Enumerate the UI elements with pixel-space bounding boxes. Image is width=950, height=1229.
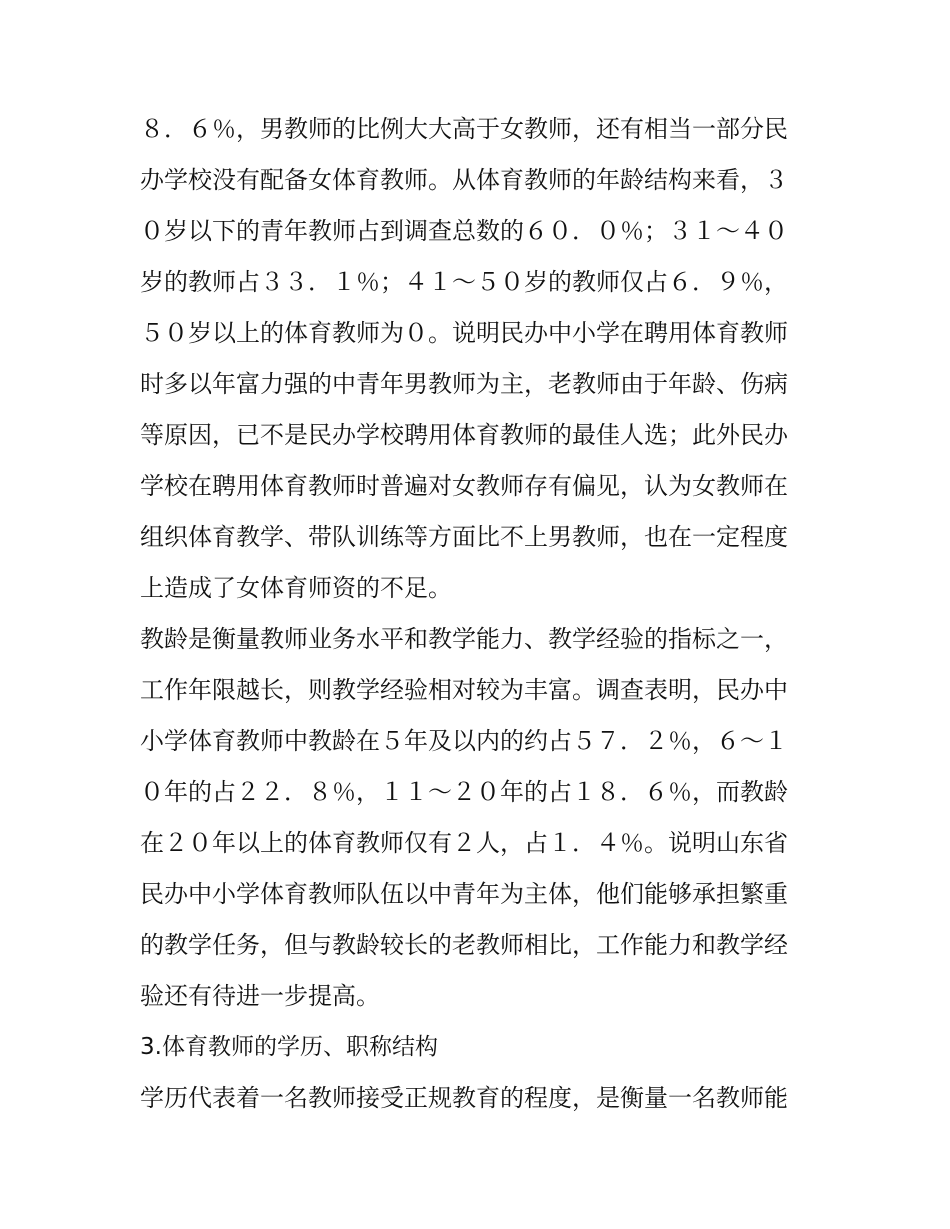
text-line: 组织体育教学、带队训练等方面比不上男教师，也在一定程度 xyxy=(140,523,788,551)
text-line: ０岁以下的青年教师占到调查总数的６０．０％；３１～４０ xyxy=(140,217,788,245)
text-line: 教龄是衡量教师业务水平和教学能力、教学经验的指标之一， xyxy=(140,625,788,653)
text-line: 办学校没有配备女体育教师。从体育教师的年龄结构来看，３ xyxy=(140,166,788,194)
text-line: 验还有待进一步提高。 xyxy=(140,982,380,1010)
text-line: 在２０年以上的体育教师仅有２人，占１．４％。说明山东省 xyxy=(140,829,788,857)
text-line: ５０岁以上的体育教师为０。说明民办中小学在聘用体育教师 xyxy=(140,319,788,347)
text-line: 上造成了女体育师资的不足。 xyxy=(140,574,452,602)
text-line: 岁的教师占３３．１％；４１～５０岁的教师仅占６．９％， xyxy=(140,268,788,296)
text-line: 小学体育教师中教龄在５年及以内的约占５７．２％，６～１ xyxy=(140,727,788,755)
text-line: 工作年限越长，则教学经验相对较为丰富。调查表明，民办中 xyxy=(140,676,788,704)
text-line: 的教学任务，但与教龄较长的老教师相比，工作能力和教学经 xyxy=(140,931,788,959)
text-line: 学历代表着一名教师接受正规教育的程度，是衡量一名教师能 xyxy=(140,1084,788,1112)
text-line: 等原因，已不是民办学校聘用体育教师的最佳人选；此外民办 xyxy=(140,421,788,449)
text-line: ０年的占２２．８％，１１～２０年的占１８．６％，而教龄 xyxy=(140,778,788,806)
text-line: 学校在聘用体育教师时普遍对女教师存有偏见，认为女教师在 xyxy=(140,472,788,500)
text-line: 时多以年富力强的中青年男教师为主，老教师由于年龄、伤病 xyxy=(140,370,788,398)
text-line: 民办中小学体育教师队伍以中青年为主体，他们能够承担繁重 xyxy=(140,880,788,908)
section-heading: 3.体育教师的学历、职称结构 xyxy=(140,1034,438,1060)
text-line: ８．６％，男教师的比例大大高于女教师，还有相当一部分民 xyxy=(140,115,788,143)
